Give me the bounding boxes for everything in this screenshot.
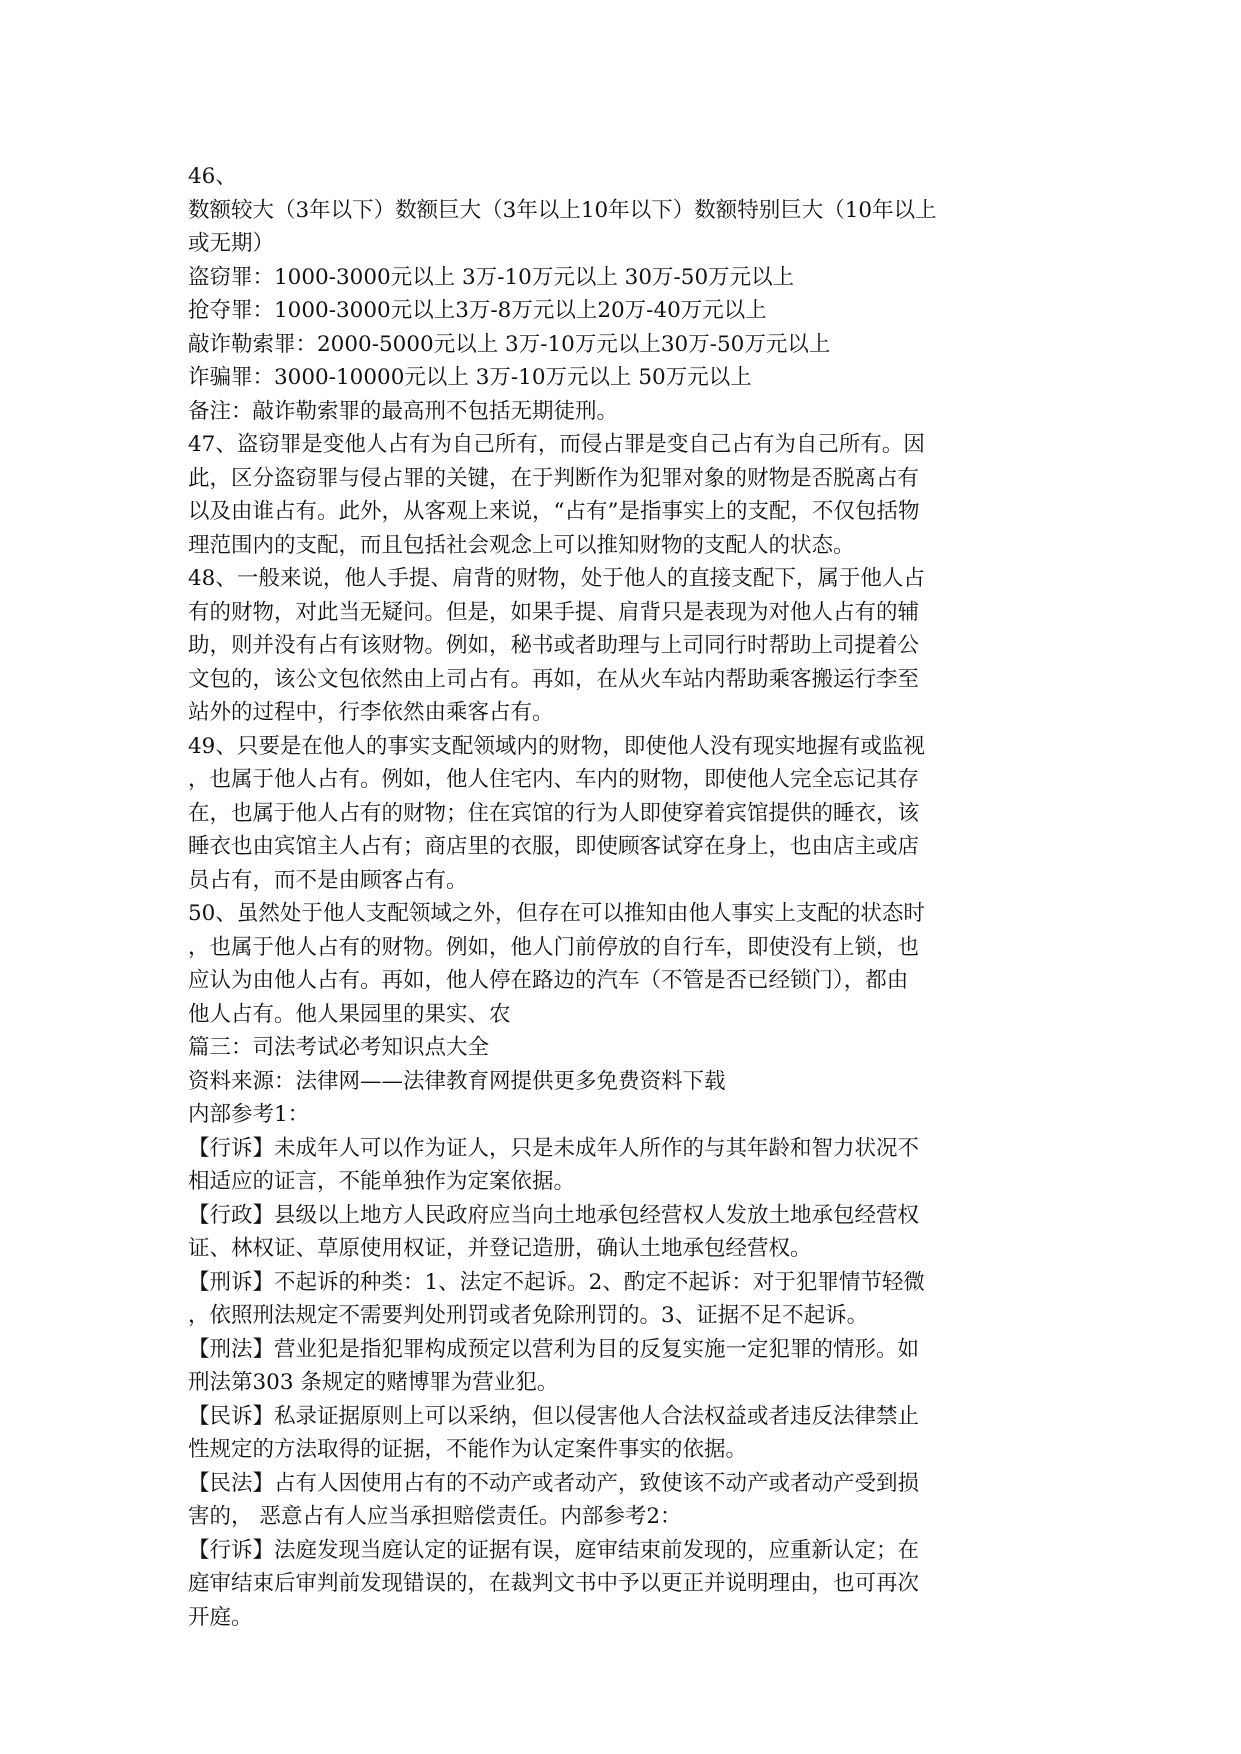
text-line: 此，区分盗窃罪与侵占罪的关键，在于判断作为犯罪对象的财物是否脱离占有: [188, 465, 920, 491]
text-line: 刑法第303 条规定的赌博罪为营业犯。: [188, 1370, 559, 1395]
document-body: [188, 160, 1050, 1634]
text-line: 害的， 恶意占有人应当承担赔偿责任。内部参考2：: [188, 1504, 682, 1529]
text-line: 49、只要是在他人的事实支配领域内的财物，即使他人没有现实地握有或监视: [188, 733, 925, 759]
text-line: 应认为由他人占有。再如，他人停在路边的汽车（不管是否已经锁门），都由: [188, 968, 909, 993]
section-heading: 篇三：司法考试必考知识点大全: [188, 1035, 490, 1060]
text-line: 他人占有。他人果园里的果实、农: [188, 1001, 511, 1027]
text-line: 48、一般来说，他人手提、肩背的财物，处于他人的直接支配下，属于他人占: [188, 566, 925, 591]
text-line: 开庭。: [188, 1604, 253, 1630]
text-line: 【行诉】未成年人可以作为证人，只是未成年人所作的与其年龄和智力状况不: [188, 1135, 920, 1161]
text-line: 庭审结束后审判前发现错误的，在裁判文书中予以更正并说明理由，也可再次: [188, 1571, 920, 1596]
text-line: 【行政】县级以上地方人民政府应当向土地承包经营权人发放土地承包经营权: [188, 1202, 920, 1228]
text-line: 性规定的方法取得的证据，不能作为认定案件事实的依据。: [188, 1437, 748, 1462]
text-line: 诈骗罪：3000-10000元以上 3万-10万元以上 50万元以上: [188, 365, 752, 390]
text-line: 理范围内的支配，而且包括社会观念上可以推知财物的支配人的状态。: [188, 532, 855, 558]
text-line: 数额较大（3年以下）数额巨大（3年以上10年以下）数额特别巨大（10年以上: [188, 197, 937, 223]
text-line: ，依照刑法规定不需要判处刑罚或者免除刑罚的。3、证据不足不起诉。: [188, 1303, 869, 1328]
text-line: 【刑诉】不起诉的种类：1、法定不起诉。2、酌定不起诉：对于犯罪情节轻微: [188, 1269, 925, 1295]
text-line: 相适应的证言，不能单独作为定案依据。: [188, 1169, 576, 1194]
text-line: 证、林权证、草原使用权证，并登记造册，确认土地承包经营权。: [188, 1236, 812, 1261]
text-line: 助，则并没有占有该财物。例如，秘书或者助理与上司同行时帮助上司提着公: [188, 633, 920, 658]
text-line: 【民法】占有人因使用占有的不动产或者动产，致使该不动产或者动产受到损: [188, 1470, 920, 1496]
text-line: 敲诈勒索罪：2000-5000元以上 3万-10万元以上30万-50万元以上: [188, 331, 831, 357]
text-line: 46、: [188, 164, 237, 189]
text-line: 盗窃罪：1000-3000元以上 3万-10万元以上 30万-50万元以上: [188, 264, 795, 290]
text-line: 内部参考1：: [188, 1102, 310, 1127]
text-line: 以及由谁占有。此外，从客观上来说，“占有”是指事实上的支配，不仅包括物: [188, 499, 920, 524]
text-line: 备注：敲诈勒索罪的最高刑不包括无期徒刑。: [188, 398, 619, 424]
text-line: 【刑法】营业犯是指犯罪构成预定以营利为目的反复实施一定犯罪的情形。如: [188, 1336, 920, 1362]
text-line: 【行诉】法庭发现当庭认定的证据有误，庭审结束前发现的，应重新认定；在: [188, 1537, 920, 1563]
text-line: 50、虽然处于他人支配领域之外，但存在可以推知由他人事实上支配的状态时: [188, 901, 925, 926]
text-line: ，也属于他人占有的财物。例如，他人门前停放的自行车，即使没有上锁，也: [188, 934, 920, 960]
text-line: 或无期）: [188, 231, 275, 256]
text-line: 站外的过程中，行李依然由乘客占有。: [188, 700, 554, 725]
text-line: 有的财物，对此当无疑问。但是，如果手提、肩背只是表现为对他人占有的辅: [188, 599, 920, 625]
text-line: 47、盗窃罪是变他人占有为自己所有，而侵占罪是变自己占有为自己所有。因: [188, 432, 925, 457]
text-line: 员占有，而不是由顾客占有。: [188, 867, 468, 893]
text-line: 在，也属于他人占有的财物；住在宾馆的行为人即使穿着宾馆提供的睡衣，该: [188, 800, 920, 826]
text-line: 睡衣也由宾馆主人占有；商店里的衣服，即使顾客试穿在身上，也由店主或店: [188, 834, 920, 859]
text-line: 文包的，该公文包依然由上司占有。再如，在从火车站内帮助乘客搬运行李至: [188, 666, 920, 692]
text-line: 抢夺罪：1000-3000元以上3万-8万元以上20万-40万元以上: [188, 298, 767, 323]
text-line: ，也属于他人占有。例如，他人住宅内、车内的财物，即使他人完全忘记其存: [188, 767, 920, 792]
text-line: 资料来源：法律网——法律教育网提供更多免费资料下载: [188, 1068, 726, 1094]
text-line: 【民诉】私录证据原则上可以采纳，但以侵害他人合法权益或者违反法律禁止: [188, 1403, 920, 1429]
